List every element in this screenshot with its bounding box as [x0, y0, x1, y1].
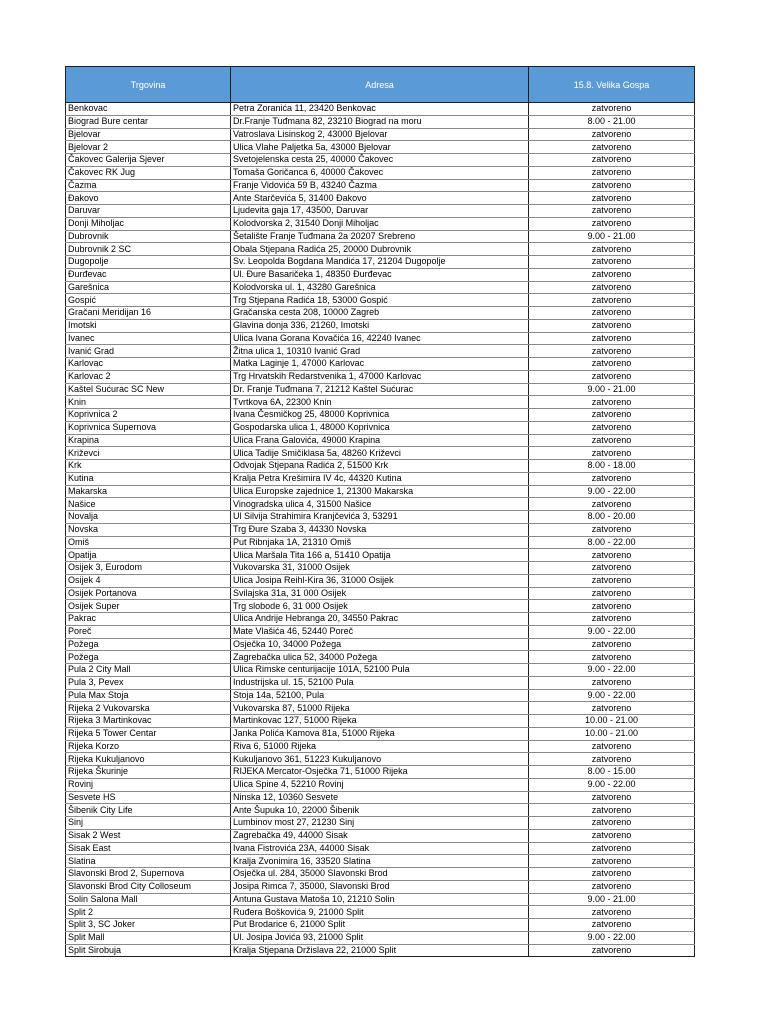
- hours-cell: zatvoreno: [529, 307, 695, 320]
- address-cell: Ulica Josipa Reihl-Kira 36, 31000 Osijek: [231, 574, 529, 587]
- hours-cell: 8.00 - 18.00: [529, 460, 695, 473]
- table-row: [66, 217, 695, 230]
- hours-cell: 9.00 - 22.00: [529, 485, 695, 498]
- address-cell: Ante Starčevića 5, 31400 Đakovo: [231, 192, 529, 205]
- address-cell: Ulica Andrije Hebranga 20, 34550 Pakrac: [231, 613, 529, 626]
- table-row: [66, 434, 695, 447]
- table-row: [66, 676, 695, 689]
- store-name-cell: Sisak 2 West: [66, 829, 231, 842]
- hours-cell: zatvoreno: [529, 281, 695, 294]
- table-row: [66, 587, 695, 600]
- store-name-cell: Garešnica: [66, 281, 231, 294]
- hours-cell: zatvoreno: [529, 192, 695, 205]
- address-cell: Trg Hrvatskih Redarstvenika 1, 47000 Karlovac: [231, 370, 529, 383]
- table-row: [66, 651, 695, 664]
- store-name-cell: Šibenik City Life: [66, 804, 231, 817]
- hours-cell: zatvoreno: [529, 179, 695, 192]
- address-cell: Gospodarska ulica 1, 48000 Koprivnica: [231, 421, 529, 434]
- store-name-cell: Slavonski Brod 2, Supernova: [66, 868, 231, 881]
- hours-cell: zatvoreno: [529, 472, 695, 485]
- address-cell: Franje Vidovića 59 B, 43240 Čazma: [231, 179, 529, 192]
- store-name-cell: Omiš: [66, 536, 231, 549]
- store-name-cell: Pula Max Stoja: [66, 689, 231, 702]
- hours-cell: 9.00 - 22.00: [529, 689, 695, 702]
- address-cell: Zagrebačka ulica 52, 34000 Požega: [231, 651, 529, 664]
- address-cell: Ulica Ivana Gorana Kovačića 16, 42240 Ivanec: [231, 332, 529, 345]
- address-cell: Put Ribnjaka 1A, 21310 Omiš: [231, 536, 529, 549]
- store-name-cell: Rijeka 5 Tower Centar: [66, 727, 231, 740]
- table-row: [66, 523, 695, 536]
- hours-cell: zatvoreno: [529, 141, 695, 154]
- table-row: [66, 205, 695, 218]
- store-name-cell: Benkovac: [66, 103, 231, 116]
- table-row: [66, 485, 695, 498]
- store-name-cell: Kaštel Sućurac SC New: [66, 383, 231, 396]
- hours-cell: 8.00 - 21.00: [529, 115, 695, 128]
- address-cell: Trg Stjepana Radića 18, 53000 Gospić: [231, 294, 529, 307]
- address-cell: Petra Zoranića 11, 23420 Benkovac: [231, 103, 529, 116]
- hours-cell: 9.00 - 22.00: [529, 931, 695, 944]
- hours-cell: 10.00 - 21.00: [529, 727, 695, 740]
- address-cell: Josipa Rimca 7, 35000, Slavonski Brod: [231, 880, 529, 893]
- hours-cell: zatvoreno: [529, 562, 695, 575]
- table-row: [66, 893, 695, 906]
- store-name-cell: Novska: [66, 523, 231, 536]
- table-row: [66, 855, 695, 868]
- address-cell: Osječka ul. 284, 35000 Slavonski Brod: [231, 868, 529, 881]
- table-row: [66, 294, 695, 307]
- address-cell: Ulica Maršala Tita 166 a, 51410 Opatija: [231, 549, 529, 562]
- address-cell: Svetojelenska cesta 25, 40000 Čakovec: [231, 154, 529, 167]
- store-name-cell: Solin Salona Mall: [66, 893, 231, 906]
- hours-cell: zatvoreno: [529, 358, 695, 371]
- header-holiday-hours: 15.8. Velika Gospa: [529, 67, 695, 103]
- hours-cell: zatvoreno: [529, 409, 695, 422]
- hours-cell: zatvoreno: [529, 804, 695, 817]
- address-cell: Vinogradska ulica 4, 31500 Našice: [231, 498, 529, 511]
- table-row: [66, 931, 695, 944]
- table-row: [66, 740, 695, 753]
- table-row: [66, 281, 695, 294]
- hours-cell: 9.00 - 22.00: [529, 664, 695, 677]
- hours-cell: zatvoreno: [529, 842, 695, 855]
- store-name-cell: Donji Miholjac: [66, 217, 231, 230]
- address-cell: Tvrtkova 6A, 22300 Knin: [231, 396, 529, 409]
- store-name-cell: Slatina: [66, 855, 231, 868]
- hours-cell: zatvoreno: [529, 396, 695, 409]
- hours-cell: zatvoreno: [529, 268, 695, 281]
- table-row: [66, 141, 695, 154]
- table-row: [66, 727, 695, 740]
- address-cell: Ulica Vlahe Paljetka 5a, 43000 Bjelovar: [231, 141, 529, 154]
- address-cell: Vukovarska 87, 51000 Rijeka: [231, 702, 529, 715]
- table-row: [66, 536, 695, 549]
- address-cell: Ante Šupuka 10, 22000 Šibenik: [231, 804, 529, 817]
- table-row: [66, 396, 695, 409]
- address-cell: Kolodvorska ul. 1, 43280 Garešnica: [231, 281, 529, 294]
- address-cell: Glavina donja 336, 21260, Imotski: [231, 319, 529, 332]
- address-cell: Gračanska cesta 208, 10000 Zagreb: [231, 307, 529, 320]
- address-cell: Antuna Gustava Matoša 10, 21210 Solin: [231, 893, 529, 906]
- hours-cell: 8.00 - 22.00: [529, 536, 695, 549]
- address-cell: Ulica Frana Galovića, 49000 Krapina: [231, 434, 529, 447]
- table-row: [66, 574, 695, 587]
- store-name-cell: Novalja: [66, 511, 231, 524]
- table-body: [66, 103, 695, 957]
- address-cell: Dr. Franje Tuđmana 7, 21212 Kaštel Sućurac: [231, 383, 529, 396]
- table-row: [66, 868, 695, 881]
- table-row: [66, 944, 695, 957]
- table-row: [66, 702, 695, 715]
- hours-cell: zatvoreno: [529, 855, 695, 868]
- header-row: [66, 67, 695, 103]
- table-row: [66, 319, 695, 332]
- table-row: [66, 766, 695, 779]
- store-name-cell: Split Sirobuja: [66, 944, 231, 957]
- address-cell: Odvojak Stjepana Radića 2, 51500 Krk: [231, 460, 529, 473]
- store-name-cell: Daruvar: [66, 205, 231, 218]
- store-name-cell: Osijek 4: [66, 574, 231, 587]
- store-name-cell: Pakrac: [66, 613, 231, 626]
- address-cell: Kralja Zvonimira 16, 33520 Slatina: [231, 855, 529, 868]
- address-cell: Kralja Petra Krešimira IV 4c, 44320 Kutina: [231, 472, 529, 485]
- store-name-cell: Pula 3, Pevex: [66, 676, 231, 689]
- address-cell: Matka Laginje 1, 47000 Karlovac: [231, 358, 529, 371]
- store-name-cell: Poreč: [66, 625, 231, 638]
- hours-cell: zatvoreno: [529, 523, 695, 536]
- hours-cell: zatvoreno: [529, 829, 695, 842]
- address-cell: Ulica Tadije Smičiklasa 5a, 48260 Križevci: [231, 447, 529, 460]
- store-name-cell: Biograd Bure centar: [66, 115, 231, 128]
- store-name-cell: Rijeka Škurinje: [66, 766, 231, 779]
- hours-cell: zatvoreno: [529, 574, 695, 587]
- store-name-cell: Sinj: [66, 817, 231, 830]
- hours-cell: zatvoreno: [529, 868, 695, 881]
- store-name-cell: Dugopolje: [66, 256, 231, 269]
- address-cell: Svilajska 31a, 31 000 Osijek: [231, 587, 529, 600]
- address-cell: Martinkovac 127, 51000 Rijeka: [231, 715, 529, 728]
- hours-cell: zatvoreno: [529, 753, 695, 766]
- hours-cell: zatvoreno: [529, 817, 695, 830]
- address-cell: Dr.Franje Tuđmana 82, 23210 Biograd na moru: [231, 115, 529, 128]
- address-cell: RIJEKA Mercator-Osječka 71, 51000 Rijeka: [231, 766, 529, 779]
- address-cell: Kolodvorska 2, 31540 Donji Miholjac: [231, 217, 529, 230]
- store-name-cell: Rijeka Kukuljanovo: [66, 753, 231, 766]
- store-name-cell: Osijek Portanova: [66, 587, 231, 600]
- store-name-cell: Pula 2 City Mall: [66, 664, 231, 677]
- hours-cell: zatvoreno: [529, 256, 695, 269]
- address-cell: Ivana Fistrovića 23A, 44000 Sisak: [231, 842, 529, 855]
- table-row: [66, 804, 695, 817]
- store-name-cell: Koprivnica 2: [66, 409, 231, 422]
- store-name-cell: Gospić: [66, 294, 231, 307]
- table-row: [66, 103, 695, 116]
- store-hours-table: [65, 66, 695, 957]
- hours-cell: zatvoreno: [529, 638, 695, 651]
- hours-cell: zatvoreno: [529, 243, 695, 256]
- hours-cell: 8.00 - 15.00: [529, 766, 695, 779]
- store-name-cell: Rijeka 3 Martinkovac: [66, 715, 231, 728]
- address-cell: Ruđera Boškovića 9, 21000 Split: [231, 906, 529, 919]
- store-name-cell: Karlovac: [66, 358, 231, 371]
- table-row: [66, 689, 695, 702]
- address-cell: Trg slobode 6, 31 000 Osijek: [231, 600, 529, 613]
- hours-cell: zatvoreno: [529, 294, 695, 307]
- address-cell: Osječka 10, 34000 Požega: [231, 638, 529, 651]
- store-name-cell: Đakovo: [66, 192, 231, 205]
- store-name-cell: Knin: [66, 396, 231, 409]
- hours-cell: zatvoreno: [529, 587, 695, 600]
- address-cell: Ulica Europske zajednice 1, 21300 Makarska: [231, 485, 529, 498]
- store-name-cell: Ivanec: [66, 332, 231, 345]
- table-row: [66, 842, 695, 855]
- store-name-cell: Sesvete HS: [66, 791, 231, 804]
- table-row: [66, 498, 695, 511]
- store-name-cell: Požega: [66, 651, 231, 664]
- table-row: [66, 256, 695, 269]
- hours-cell: zatvoreno: [529, 600, 695, 613]
- address-cell: Ivana Česmičkog 25, 48000 Koprivnica: [231, 409, 529, 422]
- hours-cell: zatvoreno: [529, 345, 695, 358]
- hours-cell: zatvoreno: [529, 370, 695, 383]
- address-cell: Ulica Spine 4, 52210 Rovinj: [231, 778, 529, 791]
- table-row: [66, 460, 695, 473]
- table-row: [66, 409, 695, 422]
- table-row: [66, 829, 695, 842]
- table-row: [66, 345, 695, 358]
- table-row: [66, 243, 695, 256]
- store-name-cell: Koprivnica Supernova: [66, 421, 231, 434]
- hours-cell: zatvoreno: [529, 332, 695, 345]
- store-name-cell: Split 3, SC Joker: [66, 919, 231, 932]
- address-cell: Kukuljanovo 361, 51223 Kukuljanovo: [231, 753, 529, 766]
- address-cell: Kralja Stjepana Držislava 22, 21000 Split: [231, 944, 529, 957]
- store-name-cell: Ivanić Grad: [66, 345, 231, 358]
- address-cell: Obala Stjepana Radića 25, 20000 Dubrovnik: [231, 243, 529, 256]
- store-name-cell: Bjelovar: [66, 128, 231, 141]
- store-name-cell: Krk: [66, 460, 231, 473]
- store-name-cell: Krapina: [66, 434, 231, 447]
- hours-cell: zatvoreno: [529, 498, 695, 511]
- table-row: [66, 511, 695, 524]
- store-name-cell: Dubrovnik: [66, 230, 231, 243]
- address-cell: Put Brodarice 6, 21000 Split: [231, 919, 529, 932]
- store-name-cell: Rijeka 2 Vukovarska: [66, 702, 231, 715]
- address-cell: Tomaša Goričanca 6, 40000 Čakovec: [231, 166, 529, 179]
- table-row: [66, 192, 695, 205]
- store-name-cell: Bjelovar 2: [66, 141, 231, 154]
- table-row: [66, 715, 695, 728]
- store-name-cell: Čakovec RK Jug: [66, 166, 231, 179]
- table-row: [66, 447, 695, 460]
- address-cell: Sv. Leopolda Bogdana Mandića 17, 21204 Dugopolje: [231, 256, 529, 269]
- hours-cell: zatvoreno: [529, 919, 695, 932]
- hours-cell: zatvoreno: [529, 154, 695, 167]
- address-cell: Vatroslava Lisinskog 2, 43000 Bjelovar: [231, 128, 529, 141]
- store-name-cell: Osijek Super: [66, 600, 231, 613]
- hours-cell: zatvoreno: [529, 447, 695, 460]
- hours-cell: zatvoreno: [529, 702, 695, 715]
- table-row: [66, 753, 695, 766]
- store-name-cell: Opatija: [66, 549, 231, 562]
- header-store: Trgovina: [66, 67, 231, 103]
- table-row: [66, 817, 695, 830]
- hours-cell: zatvoreno: [529, 217, 695, 230]
- header-address: Adresa: [231, 67, 529, 103]
- table-row: [66, 370, 695, 383]
- table-row: [66, 791, 695, 804]
- store-name-cell: Split Mall: [66, 931, 231, 944]
- hours-cell: zatvoreno: [529, 549, 695, 562]
- address-cell: Ulica Rimske centurijacije 101A, 52100 Pula: [231, 664, 529, 677]
- hours-cell: zatvoreno: [529, 421, 695, 434]
- table-row: [66, 562, 695, 575]
- hours-cell: 9.00 - 21.00: [529, 230, 695, 243]
- table-row: [66, 778, 695, 791]
- hours-cell: zatvoreno: [529, 103, 695, 116]
- hours-cell: zatvoreno: [529, 906, 695, 919]
- table-row: [66, 268, 695, 281]
- address-cell: Ljudevita gaja 17, 43500, Daruvar: [231, 205, 529, 218]
- hours-cell: zatvoreno: [529, 128, 695, 141]
- hours-cell: zatvoreno: [529, 944, 695, 957]
- address-cell: Ul Silvija Strahimira Kranjčevića 3, 53291: [231, 511, 529, 524]
- address-cell: Mate Vlašića 46, 52440 Poreč: [231, 625, 529, 638]
- table-row: [66, 115, 695, 128]
- table-row: [66, 919, 695, 932]
- table-row: [66, 472, 695, 485]
- table-row: [66, 179, 695, 192]
- store-name-cell: Rijeka Korzo: [66, 740, 231, 753]
- store-name-cell: Gračani Meridijan 16: [66, 307, 231, 320]
- hours-cell: 9.00 - 21.00: [529, 893, 695, 906]
- store-name-cell: Kutina: [66, 472, 231, 485]
- table-row: [66, 613, 695, 626]
- address-cell: Zagrebačka 49, 44000 Sisak: [231, 829, 529, 842]
- hours-cell: zatvoreno: [529, 791, 695, 804]
- table-row: [66, 154, 695, 167]
- hours-cell: zatvoreno: [529, 205, 695, 218]
- store-name-cell: Imotski: [66, 319, 231, 332]
- hours-cell: zatvoreno: [529, 434, 695, 447]
- store-name-cell: Našice: [66, 498, 231, 511]
- address-cell: Industrijska ul. 15, 52100 Pula: [231, 676, 529, 689]
- hours-cell: 8.00 - 20.00: [529, 511, 695, 524]
- store-name-cell: Čakovec Galerija Sjever: [66, 154, 231, 167]
- table-row: [66, 166, 695, 179]
- table-row: [66, 880, 695, 893]
- store-name-cell: Karlovac 2: [66, 370, 231, 383]
- hours-cell: zatvoreno: [529, 319, 695, 332]
- store-name-cell: Sisak East: [66, 842, 231, 855]
- table-row: [66, 625, 695, 638]
- address-cell: Ninska 12, 10360 Sesvete: [231, 791, 529, 804]
- address-cell: Vukovarska 31, 31000 Osijek: [231, 562, 529, 575]
- store-name-cell: Makarska: [66, 485, 231, 498]
- hours-cell: zatvoreno: [529, 676, 695, 689]
- address-cell: Ul. Đure Basaričeka 1, 48350 Đurđevac: [231, 268, 529, 281]
- store-name-cell: Rovinj: [66, 778, 231, 791]
- table-row: [66, 549, 695, 562]
- address-cell: Šetalište Franje Tuđmana 2a 20207 Srebreno: [231, 230, 529, 243]
- store-name-cell: Split 2: [66, 906, 231, 919]
- store-name-cell: Đurđevac: [66, 268, 231, 281]
- hours-cell: zatvoreno: [529, 613, 695, 626]
- hours-cell: zatvoreno: [529, 166, 695, 179]
- address-cell: Riva 6, 51000 Rijeka: [231, 740, 529, 753]
- store-name-cell: Osijek 3, Eurodom: [66, 562, 231, 575]
- hours-cell: 9.00 - 22.00: [529, 778, 695, 791]
- address-cell: Žitna ulica 1, 10310 Ivanić Grad: [231, 345, 529, 358]
- hours-cell: zatvoreno: [529, 740, 695, 753]
- hours-cell: 9.00 - 21.00: [529, 383, 695, 396]
- store-name-cell: Požega: [66, 638, 231, 651]
- table-row: [66, 906, 695, 919]
- table-row: [66, 421, 695, 434]
- store-name-cell: Dubrovnik 2 SC: [66, 243, 231, 256]
- hours-cell: 9.00 - 22.00: [529, 625, 695, 638]
- table-row: [66, 332, 695, 345]
- hours-cell: zatvoreno: [529, 651, 695, 664]
- table-row: [66, 600, 695, 613]
- table-row: [66, 128, 695, 141]
- address-cell: Stoja 14a, 52100, Pula: [231, 689, 529, 702]
- table-row: [66, 230, 695, 243]
- address-cell: Lumbinov most 27, 21230 Sinj: [231, 817, 529, 830]
- address-cell: Ul. Josipa Jovića 93, 21000 Split: [231, 931, 529, 944]
- address-cell: Trg Đure Szaba 3, 44330 Novska: [231, 523, 529, 536]
- store-name-cell: Čazma: [66, 179, 231, 192]
- store-name-cell: Slavonski Brod City Colloseum: [66, 880, 231, 893]
- hours-cell: zatvoreno: [529, 880, 695, 893]
- store-name-cell: Križevci: [66, 447, 231, 460]
- address-cell: Janka Polića Kamova 81a, 51000 Rijeka: [231, 727, 529, 740]
- table-row: [66, 307, 695, 320]
- table-row: [66, 358, 695, 371]
- table-row: [66, 638, 695, 651]
- table-row: [66, 664, 695, 677]
- hours-cell: 10.00 - 21.00: [529, 715, 695, 728]
- table-row: [66, 383, 695, 396]
